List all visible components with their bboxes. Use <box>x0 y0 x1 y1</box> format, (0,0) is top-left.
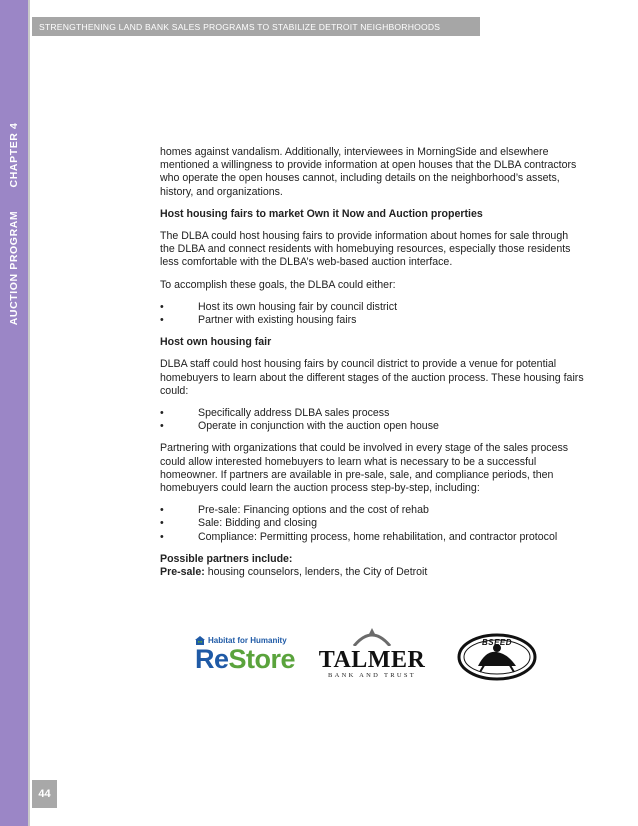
list-item: • Compliance: Permitting process, home rehabilitation, and contractor protocol <box>160 530 558 543</box>
list-item: • Host its own housing fair by council district <box>160 300 398 313</box>
talmer-arch-icon <box>352 628 392 646</box>
paragraph: To accomplish these goals, the DLBA could either: <box>160 278 396 291</box>
bseed-logo <box>456 632 538 682</box>
presale-label: Pre-sale: <box>160 566 205 579</box>
section-label: AUCTION PROGRAM <box>8 210 20 326</box>
bullet-icon: • <box>160 530 164 543</box>
paragraph: homes against vandalism. Additionally, interviewees in MorningSide and elsewhere mentioned a willingness to provide information at open houses that the DLBA contractors who operate the open houses cannot, including details on the neighborhood’s assets, history, and organizations. <box>160 146 577 198</box>
bullet-icon: • <box>160 504 164 517</box>
list-item: • Operate in conjunction with the auction open house <box>160 420 439 433</box>
section-heading: Host own housing fair <box>160 336 272 349</box>
partner-logos <box>190 626 550 688</box>
paragraph: DLBA staff could host housing fairs by council district to provide a venue for potential homebuyers to learn about the different stages of the auction process. These housing fairs could: <box>160 358 584 397</box>
list-item: • Pre-sale: Financing options and the cost of rehab <box>160 504 429 517</box>
talmer-wordmark: TALMER <box>318 647 426 673</box>
presale-line <box>160 566 585 579</box>
sidebar-divider <box>28 0 30 826</box>
talmer-subtitle: BANK AND TRUST <box>327 672 417 679</box>
talmer-logo <box>318 626 426 686</box>
bseed-wordmark: BSEED <box>481 638 513 647</box>
chapter-sidebar <box>0 0 28 826</box>
presale-text: housing counselors, lenders, the City of Detroit <box>204 566 428 579</box>
restore-store: Store <box>228 644 296 674</box>
restore-logo <box>195 636 296 680</box>
bullet-icon: • <box>160 420 164 433</box>
main-content <box>160 146 585 588</box>
restore-tagline: Habitat for Humanity <box>195 636 291 645</box>
bullet-icon: • <box>160 407 164 420</box>
restore-re: Re <box>195 644 229 674</box>
section-heading: Host housing fairs to market Own it Now and Auction properties <box>160 207 483 220</box>
bullet-icon: • <box>160 517 164 530</box>
running-header: STRENGTHENING LAND BANK SALES PROGRAMS TO STABILIZE DETROIT NEIGHBORHOODS <box>32 17 480 36</box>
chapter-label: CHAPTER 4 <box>8 122 20 188</box>
bullet-list <box>160 407 585 433</box>
list-item: • Partner with existing housing fairs <box>160 314 357 327</box>
list-item: • Specifically address DLBA sales process <box>160 407 390 420</box>
page-number: 44 <box>32 780 57 808</box>
paragraph: The DLBA could host housing fairs to provide information about homes for sale through the DLBA and connect residents with homebuying resources, especially those residents less comfortable with the DLBA’s web-based auction interface. <box>160 230 571 269</box>
bullet-list <box>160 504 585 544</box>
partners-heading: Possible partners include: <box>160 552 293 565</box>
list-item: • Sale: Bidding and closing <box>160 517 317 530</box>
restore-wordmark <box>195 644 296 674</box>
bullet-list <box>160 301 585 327</box>
bullet-icon: • <box>160 314 164 327</box>
paragraph: Partnering with organizations that could be involved in every stage of the sales process could allow interested homebuyers to learn what is necessary to be a successful homeowner. If partners are available in pre-sale, sale, and compliance periods, then homebuyers could learn the auction process step-by-step, including: <box>160 442 569 495</box>
bullet-icon: • <box>160 300 164 313</box>
